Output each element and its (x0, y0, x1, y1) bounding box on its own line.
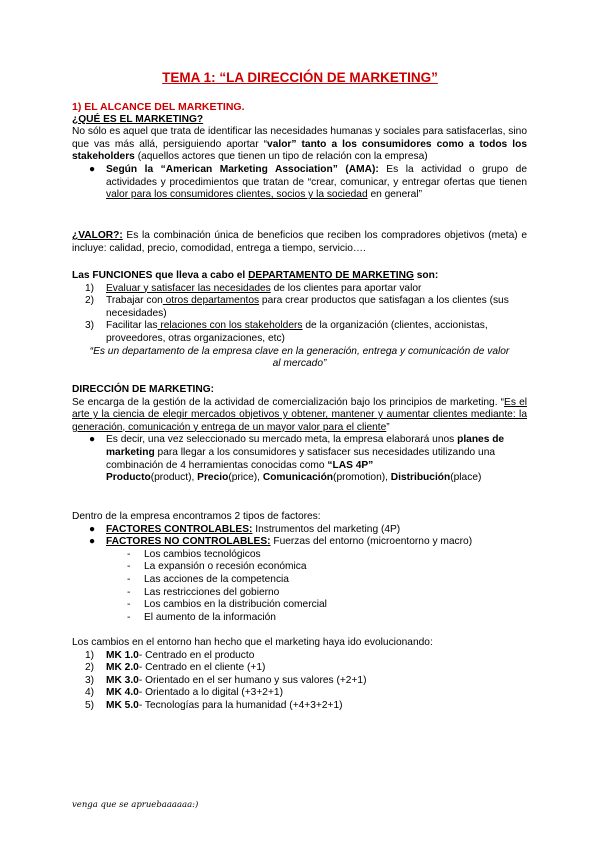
section-heading: 1) EL ALCANCE DEL MARKETING. (72, 101, 245, 113)
list-item (72, 587, 527, 600)
p-producto: Producto (106, 472, 151, 484)
list-item (72, 283, 527, 296)
section-factores (72, 511, 527, 624)
bullet-dot-icon: ● (89, 163, 96, 175)
text: - Centrado en el producto (138, 649, 255, 661)
text: ” (386, 421, 390, 433)
underlined-text: otros departamentos (162, 295, 260, 307)
list-number: 1) (85, 282, 95, 294)
text: La expansión o recesión económica (144, 561, 307, 573)
list-item (72, 549, 527, 562)
text: (price), (228, 472, 263, 484)
text: Se encarga de la gestión de la actividad de comercialización bajo los principios de marketing. “ (72, 396, 505, 408)
list-number: 2) (85, 295, 95, 307)
list-item (72, 650, 527, 663)
bold-text: MK 2.0 (106, 662, 139, 674)
bullet-dot-icon: ● (89, 523, 96, 535)
direccion-paragraph (72, 397, 527, 435)
list-item (72, 599, 527, 612)
bold-underlined-text: FACTORES NO CONTROLABLES: (106, 536, 271, 548)
text: El aumento de la información (144, 611, 276, 623)
bullet-controlables (72, 524, 527, 537)
text: para llegar a los consumidores y satisfacer sus necesidades utilizando una combinación de 4 herramientas conocidas como (106, 446, 496, 471)
section-alcance (72, 101, 527, 202)
list-number: 3) (85, 674, 95, 686)
footer-signature: venga que se apruebaaaaaa:) (72, 800, 199, 810)
text: para crear productos que satisfagan a los clientes (sus necesidades) (106, 295, 509, 319)
bold-text: MK 5.0 (106, 699, 139, 711)
quote: “Es un departamento de la empresa clave en la generación, entrega y comunicación de valor al mercado” (89, 345, 510, 370)
text: Las restricciones del gobierno (144, 586, 280, 598)
bold-text: Según la “American Marketing Association” (AMA): (106, 163, 379, 175)
text: Facilitar las (106, 320, 158, 332)
list-item (72, 295, 527, 320)
text: Las acciones de la competencia (144, 573, 289, 585)
list-number: 1) (85, 649, 95, 661)
underlined-text: Evaluar y satisfacer las necesidades (106, 282, 271, 294)
text: Fuerzas del entorno (microentorno y macro) (270, 536, 473, 548)
text: Trabajar con (106, 295, 163, 307)
list-number: 2) (85, 662, 95, 674)
underlined-text: Es el arte y la ciencia de elegir mercados objetivos y obtener, mantener y aumentar clientes mediante: la generación, comunicación y entrega de un mayor valor para el cliente (72, 396, 527, 433)
bullet-dot-icon: ● (89, 434, 96, 446)
question-heading: ¿QUÉ ES EL MARKETING? (72, 113, 204, 125)
bold-text: MK 3.0 (106, 674, 139, 686)
text: (product), (150, 472, 198, 484)
evolucion-intro: Los cambios en el entorno han hecho que el marketing haya ido evolucionando: (72, 637, 433, 648)
dash-icon: - (127, 611, 131, 623)
underlined-text: relaciones con los stakeholders (157, 320, 303, 332)
text: Es la actividad o grupo de actividades y procedimientos que tratan de “crear, comunicar, y entregar ofertas que tienen (106, 163, 527, 188)
text: de los clientes para aportar valor (270, 282, 422, 294)
page-title: TEMA 1: “LA DIRECCIÓN DE MARKETING” (162, 70, 438, 85)
text: - Tecnologías para la humanidad (+4+3+2+1) (138, 699, 343, 711)
bold-text: MK 1.0 (106, 649, 139, 661)
dash-icon: - (127, 548, 131, 560)
bold-text: valor” tanto a los consumidores como a todos los stakeholders (72, 138, 527, 163)
text: son: (413, 270, 439, 281)
text: (promotion), (333, 472, 391, 484)
valor-paragraph (72, 230, 527, 255)
bullet-no-controlables (72, 536, 527, 549)
section-funciones (72, 270, 527, 371)
list-item (72, 662, 527, 675)
bold-text: “LAS 4P” (327, 459, 374, 471)
text: - Orientado a lo digital (+3+2+1) (138, 687, 283, 699)
list-number: 4) (85, 687, 95, 699)
underlined-text: DEPARTAMENTO DE MARKETING (248, 270, 414, 281)
text: No sólo es aquel que trata de identificar las necesidades humanas y sociales para satisfacerlas, sino que vas más allá, persiguiendo aportar “ (72, 126, 527, 150)
underlined-text: valor para los consumidores clientes, socios y la sociedad (106, 189, 368, 201)
list-item (72, 561, 527, 574)
bold-underlined-text: FACTORES CONTROLABLES: (106, 523, 253, 535)
direccion-heading: DIRECCIÓN DE MARKETING: (72, 384, 215, 395)
text: Es la combinación única de beneficios que reciben los compradores objetivos (meta) e incluye: calidad, precio, comodidad, entrega a tiempo, servicio…. (72, 230, 527, 254)
section-direccion (72, 384, 527, 485)
list-number: 5) (85, 699, 95, 711)
text: Los cambios tecnológicos (144, 548, 261, 560)
bold-text: planes de marketing (106, 434, 505, 458)
list-number: 3) (85, 320, 95, 332)
list-item (72, 687, 527, 700)
bullet-ama (72, 164, 527, 202)
text: (place) (450, 472, 482, 484)
section-evolucion (72, 637, 527, 713)
list-item (72, 612, 527, 625)
text: Los cambios en la distribución comercial (144, 599, 327, 611)
list-item (72, 700, 527, 713)
p-distribucion: Distribución (390, 472, 451, 484)
text: - Orientado en el ser humano y sus valores (+2+1) (138, 674, 367, 686)
factores-intro: Dentro de la empresa encontramos 2 tipos de factores: (72, 511, 321, 522)
text: de la organización (clientes, accionistas, proveedores, otras organizaciones, etc) (106, 320, 488, 344)
definition-paragraph (72, 126, 527, 164)
dash-icon: - (127, 586, 131, 598)
text: Instrumentos del marketing (4P) (252, 523, 401, 535)
text: (aquellos actores que tienen un tipo de relación con la empresa) (134, 151, 428, 163)
text: Es decir, una vez seleccionado su mercado meta, la empresa elaborará unos (106, 434, 458, 446)
text: Las FUNCIONES que lleva a cabo el (72, 270, 249, 281)
funciones-heading (72, 270, 527, 283)
bold-text: MK 4.0 (106, 687, 139, 699)
list-item (72, 574, 527, 587)
p-comunicacion: Comunicación (262, 472, 334, 484)
valor-label: ¿VALOR?: (72, 230, 123, 241)
list-item (72, 675, 527, 688)
dash-icon: - (127, 561, 131, 573)
bullet-dot-icon: ● (89, 536, 96, 548)
p-precio: Precio (197, 472, 229, 484)
dash-icon: - (127, 599, 131, 611)
dash-icon: - (127, 573, 131, 585)
text: - Centrado en el cliente (+1) (138, 662, 266, 674)
bullet-4p (72, 434, 527, 484)
list-item (72, 320, 527, 345)
text: en general” (367, 189, 422, 201)
